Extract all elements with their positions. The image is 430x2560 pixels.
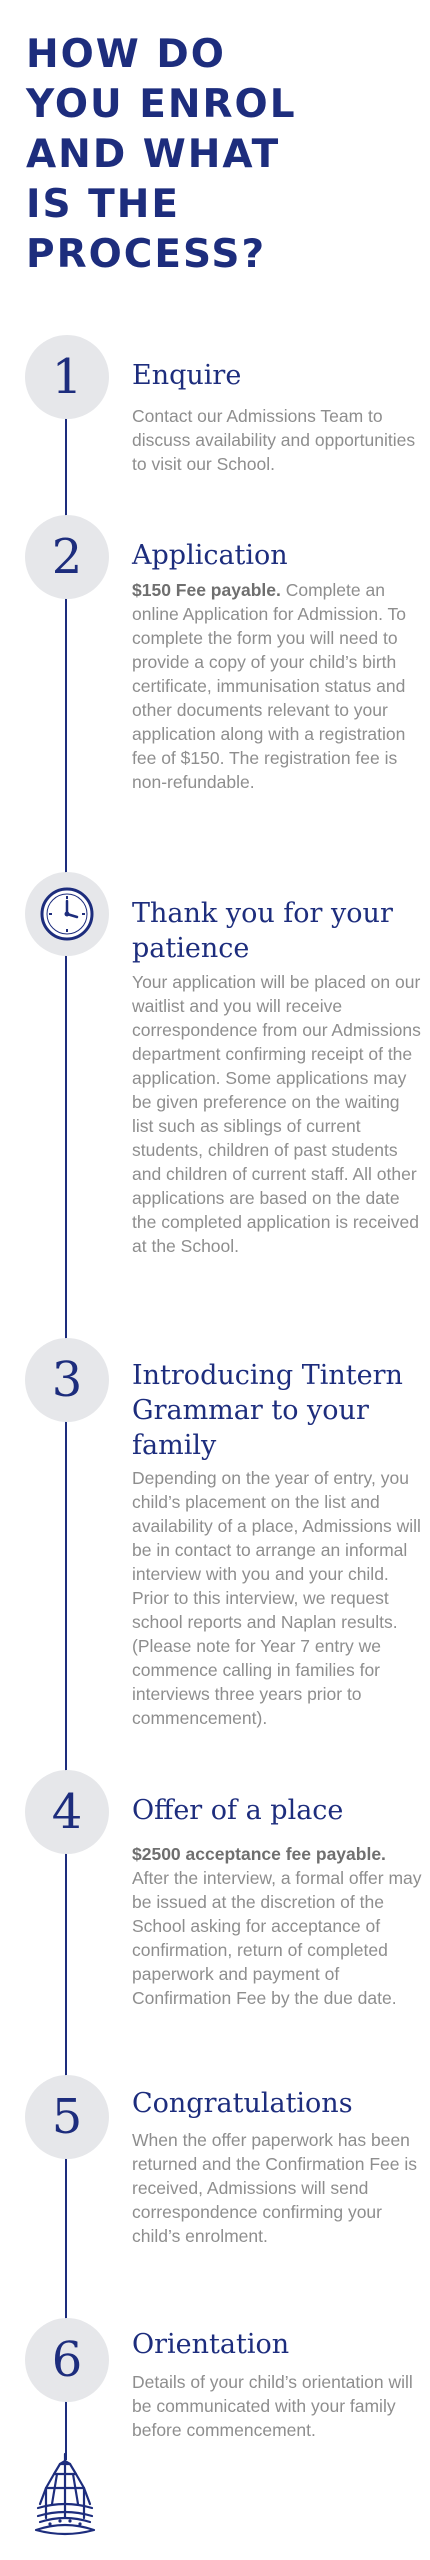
step-description-text: Your application will be placed on our waitlist and you will receive correspondence from our Admissions department confirming receipt of the application. Some applications may be given preference on the waiting list such as siblings of current students, children of past students and children of current staff. All other applications are based on the date the completed application is received at the School.: [132, 972, 421, 1256]
step-title: Orientation: [132, 2329, 290, 2360]
step-number-badge: 1: [25, 335, 109, 419]
step-title: Introducing Tintern Grammar to your family: [132, 1360, 403, 1461]
step-number-badge: 4: [25, 1770, 109, 1854]
page-title: HOW DO YOU ENROL AND WHAT IS THE PROCESS?: [26, 32, 297, 277]
step-title: Thank you for your patience: [132, 898, 393, 964]
clock-icon: [37, 884, 97, 944]
school-crest-icon: [32, 2452, 98, 2540]
step-title: Congratulations: [132, 2088, 353, 2119]
step-description: [132, 970, 422, 1258]
step-description: [132, 578, 422, 794]
step-description-text: When the offer paperwork has been returned and the Confirmation Fee is received, Admissions will send correspondence confirming your child’s enrolment.: [132, 2130, 418, 2246]
clock-badge: [25, 872, 109, 956]
step-description: [132, 2128, 422, 2248]
step-description: [132, 1466, 422, 1730]
step-description-text: Complete an online Application for Admission. To complete the form you will need to provide a copy of your child’s birth certificate, immunisation status and other documents relevant to your application along with a registration fee of $150. The registration fee is non-refundable.: [132, 580, 407, 792]
step-title: Offer of a place: [132, 1795, 344, 1826]
fee-highlight: $150 Fee payable.: [132, 580, 281, 600]
step-number-badge: 5: [25, 2075, 109, 2159]
step-number-badge: 3: [25, 1338, 109, 1422]
step-title: Application: [132, 540, 288, 571]
step-description: [132, 1842, 422, 2010]
step-description-text: Contact our Admissions Team to discuss availability and opportunities to visit our School.: [132, 406, 416, 474]
step-description: [132, 2370, 422, 2442]
step-number-badge: 6: [25, 2318, 109, 2402]
step-number-badge: 2: [25, 515, 109, 599]
step-title: Enquire: [132, 360, 242, 391]
step-description-text: Depending on the year of entry, you child’s placement on the list and availability of a place, Admissions will be in contact to arrange an informal interview with you and your child. Prior to this interview, we request school reports and Naplan results. (Please note for Year 7 entry we commence calling in families for interviews three years prior to commencement).: [132, 1468, 421, 1728]
step-description: [132, 404, 422, 476]
step-description-text: Details of your child’s orientation will be communicated with your family before commencement.: [132, 2372, 413, 2440]
fee-highlight: $2500 acceptance fee payable.: [132, 1844, 386, 1864]
step-description-text: After the interview, a formal offer may be issued at the discretion of the School asking for acceptance of confirmation, return of completed paperwork and payment of Confirmation Fee by the due date.: [132, 1868, 422, 2008]
